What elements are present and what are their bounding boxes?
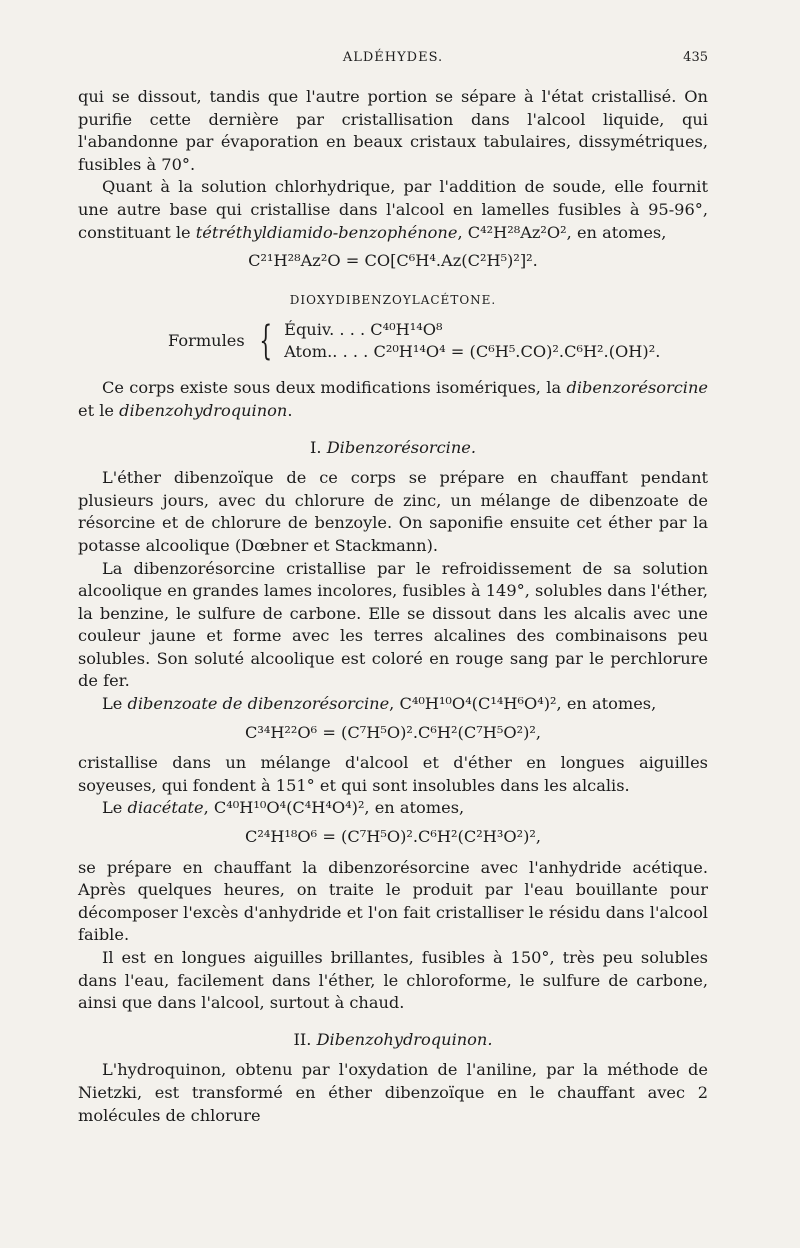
compound-name-tetrethyl: tétréthyldiamido-benzophénone	[195, 222, 458, 242]
paragraph-6	[78, 693, 708, 716]
subsection-2-name: Dibenzohydroquinon.	[316, 1029, 493, 1049]
paragraph-3	[78, 377, 708, 422]
paragraph-8	[78, 797, 708, 820]
page-header	[78, 50, 708, 70]
subsection-2-title	[78, 1029, 708, 1052]
paragraph-6-text-a: Le	[102, 694, 128, 714]
paragraph-4: L'éther dibenzoïque de ce corps se prépare en chauffant pendant plusieurs jours, avec du chlorure de zinc, un mélange de dibenzoate de résorcine et de chlorure de benzoyle. On saponifie ensuite cet éther par la potasse alcoolique (Dœbner et Stackmann).	[78, 468, 708, 555]
paragraph-7: cristallise dans un mélange d'alcool et d'éther en longues aiguilles soyeuses, qui fondent à 151° et qui sont insolubles dans les alcalis.	[78, 753, 708, 795]
formules-block	[168, 319, 708, 363]
paragraph-2	[78, 176, 708, 244]
subsection-1-title	[78, 437, 708, 460]
paragraph-10: Il est en longues aiguilles brillantes, fusibles à 150°, très peu solubles dans l'eau, facilement dans l'éther, le chloroforme, le sulfure de carbone, ainsi que dans l'alcool, surtout à chaud.	[78, 948, 708, 1013]
paragraph-6-text-b: , C⁴⁰H¹⁰O⁴(C¹⁴H⁶O⁴)², en atomes,	[389, 694, 657, 714]
formula-2: C³⁴H²²O⁶ = (C⁷H⁵O)².C⁶H²(C⁷H⁵O²)²,	[244, 722, 542, 742]
formule-atom: Atom.. . . . C²⁰H¹⁴O⁴ = (C⁶H⁵.CO)².C⁶H².(OH)².	[284, 342, 661, 362]
section-title: DIOXYDIBENZOYLACÉTONE.	[289, 292, 497, 307]
formula-3: C²⁴H¹⁸O⁶ = (C⁷H⁵O)².C⁶H²(C²H³O²)²,	[244, 827, 542, 847]
paragraph-3-text-a: Ce corps existe sous deux modifications isomériques, la	[102, 378, 567, 398]
subsection-1-name: Dibenzorésorcine.	[326, 437, 476, 457]
paragraph-2-text-a: Quant à la solution chlorhydrique, par l'addition de soude, elle fournit une autre base qui cristallise dans l'alcool en lamelles fusibles à 95-96°, constituant le	[78, 177, 708, 242]
term-dibenzohydroquinon: dibenzohydroquinon	[119, 400, 288, 420]
formule-equiv: Équiv. . . . C⁴⁰H¹⁴O⁸	[284, 320, 443, 340]
compound-name-diacetate: diacétate	[127, 798, 204, 818]
term-dibenzoresorcine: dibenzorésorcine	[566, 378, 708, 398]
paragraph-5: La dibenzorésorcine cristallise par le refroidissement de sa solution alcoolique en grandes lames incolores, fusibles à 149°, solubles dans l'éther, la benzine, le sulfure de carbone. Elle se dissout dans les alcalis avec une couleur jaune et forme avec les terres alcalines des combinaisons peu solubles. Son soluté alcoolique est coloré en rouge sang par le perchlorure de fer.	[78, 558, 708, 691]
paragraph-2-text-b: , C⁴²H²⁸Az²O², en atomes,	[457, 222, 667, 242]
paragraph-8-text-b: , C⁴⁰H¹⁰O⁴(C⁴H⁴O⁴)², en atomes,	[203, 798, 465, 818]
paragraph-3-text-b: et le	[78, 400, 120, 420]
paragraph-1: qui se dissout, tandis que l'autre portion se sépare à l'état cristallisé. On purifie cette dernière par cristallisation dans l'alcool liquide, qui l'abandonne par évaporation en beaux cristaux tabulaires, dissymétriques, fusibles à 70°.	[78, 87, 708, 174]
subsection-2-number: II.	[293, 1029, 317, 1049]
running-title: ALDÉHYDES.	[342, 50, 444, 65]
compound-name-dibenzoate: dibenzoate de dibenzorésorcine	[127, 694, 390, 714]
brace-glyph: {	[259, 318, 272, 365]
paragraph-8-text-a: Le	[102, 798, 128, 818]
formula-1: C²¹H²⁸Az²O = CO[C⁶H⁴.Az(C²H⁵)²]².	[248, 251, 538, 271]
formules-label: Formules	[168, 331, 245, 351]
paragraph-3-text-c: .	[287, 400, 293, 420]
paragraph-9: se prépare en chauffant la dibenzorésorcine avec l'anhydride acétique. Après quelques heures, on traite le produit par l'eau bouillante pour décomposer l'excès d'anhydride et l'on fait cristalliser le résidu dans l'alcool faible.	[78, 857, 708, 945]
formules-rows	[284, 319, 660, 363]
page-number: 435	[683, 50, 708, 65]
page-body	[78, 86, 708, 1127]
subsection-1-number: I.	[310, 437, 327, 457]
paragraph-11: L'hydroquinon, obtenu par l'oxydation de l'aniline, par la méthode de Nietzki, est transformé en éther dibenzoïque en le chauffant avec 2 molécules de chlorure	[78, 1060, 708, 1125]
